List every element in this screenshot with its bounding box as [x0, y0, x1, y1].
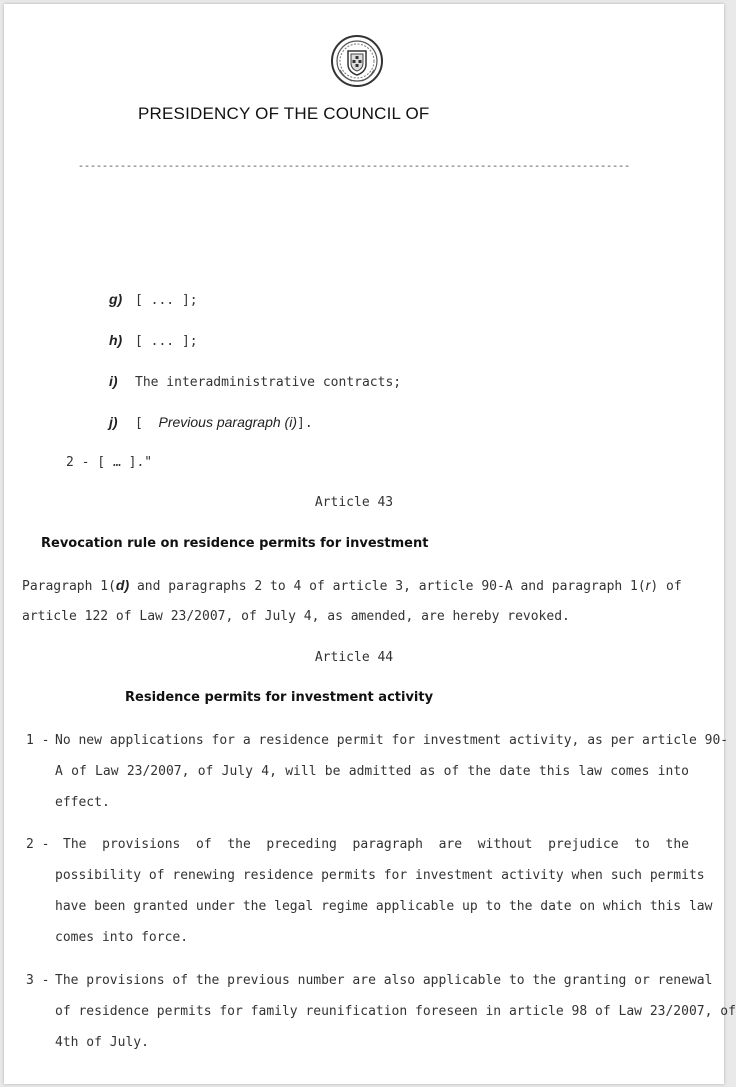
paragraph-number: 1 - — [26, 733, 50, 748]
paragraph-line: The provisions of the previous number are also applicable to the granting or renewal — [55, 973, 713, 988]
coat-of-arms-seal-icon — [330, 34, 384, 88]
text-fragment: and paragraphs 2 to 4 of article 3, article 90-A and paragraph 1( — [129, 579, 646, 594]
header-rule: -------------------------------------------------------------------------------------------- — [78, 162, 631, 173]
list-item-i — [109, 373, 401, 390]
list-item-h — [109, 332, 198, 349]
paragraph-line: effect. — [55, 795, 110, 810]
paragraph-line: The provisions of the preceding paragraph are without prejudice to the — [63, 837, 689, 852]
paragraph-line: possibility of renewing residence permits for investment activity when such permits — [55, 868, 705, 883]
list-item-text: [ ... ]; — [135, 293, 198, 308]
list-item-letter: i) — [109, 373, 118, 389]
header-title: PRESIDENCY OF THE COUNCIL OF — [138, 104, 430, 123]
article-43-title: Revocation rule on residence permits for investment — [41, 536, 429, 551]
paragraph-number: 3 - — [26, 973, 50, 988]
paragraph-line: comes into force. — [55, 930, 189, 945]
italic-fragment: r — [645, 577, 651, 593]
article-44-number: Article 44 — [314, 650, 394, 665]
list-item-j — [109, 414, 313, 431]
list-item-italic-text: Previous paragraph (i) — [158, 414, 297, 430]
paragraph-line: 4th of July. — [55, 1035, 149, 1050]
article-44-paragraph-3 — [55, 965, 736, 1058]
article-43-line-2: article 122 of Law 23/2007, of July 4, as amended, are hereby revoked. — [22, 609, 570, 624]
article-43-body — [22, 570, 682, 632]
list-item-g — [109, 291, 198, 308]
paragraph-line: No new applications for a residence permit for investment activity, as per article 90- — [55, 733, 729, 748]
paragraph-line: have been granted under the legal regime applicable up to the date on which this law — [55, 899, 713, 914]
list-item-letter: h) — [109, 332, 123, 348]
italic-fragment: d) — [115, 577, 130, 593]
list-item-text: The interadministrative contracts; — [135, 375, 402, 390]
text-fragment: ) of — [650, 579, 682, 594]
list-item-letter: j) — [109, 414, 118, 430]
paragraph-2-placeholder: 2 - [ … ]." — [66, 455, 153, 470]
paragraph-line: A of Law 23/2007, of July 4, will be admitted as of the date this law comes into — [55, 764, 689, 779]
paragraph-line: of residence permits for family reunification foreseen in article 98 of Law 23/2007, of — [55, 1004, 736, 1019]
list-item-text: [ ... ]; — [135, 334, 198, 349]
article-44-paragraph-1 — [55, 725, 729, 818]
list-item-bracket-open: [ — [135, 416, 143, 431]
text-fragment: Paragraph 1( — [22, 579, 116, 594]
article-43-line-1 — [22, 570, 682, 601]
article-44-title: Residence permits for investment activity — [125, 690, 434, 705]
list-item-letter: g) — [109, 291, 123, 307]
article-44-paragraph-2 — [55, 829, 713, 953]
article-43-number: Article 43 — [314, 495, 394, 510]
paragraph-number: 2 - — [26, 837, 50, 852]
list-item-bracket-close: ]. — [297, 416, 313, 431]
document-page — [4, 4, 736, 1084]
